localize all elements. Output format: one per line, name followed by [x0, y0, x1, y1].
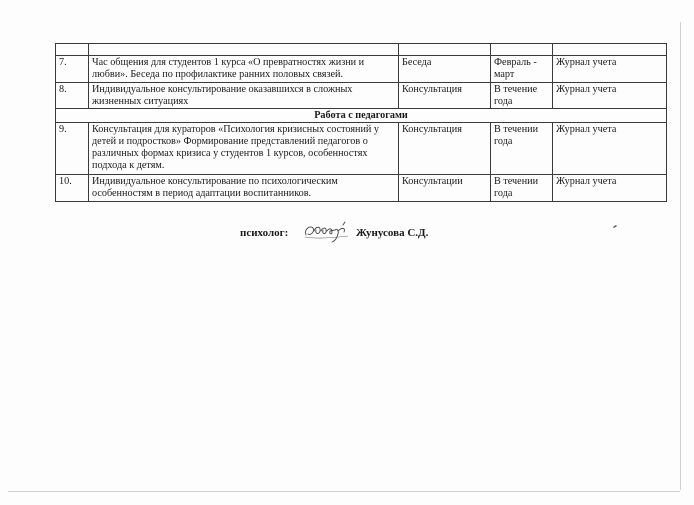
- table-cell: [399, 44, 491, 56]
- row-topic: Консультация для кураторов «Психология кризисных состояний у детей и подростков» Формирование представлений педагогов о различных формах кризиса у студентов 1 курсов, особенностях подхода к детям.: [89, 123, 399, 175]
- row-number: 9.: [56, 123, 89, 175]
- scan-edge-right: [680, 22, 681, 490]
- psychologist-name: Жунусова С.Д.: [356, 227, 429, 239]
- row-term: В течении года: [491, 123, 553, 175]
- table-row: [56, 83, 667, 109]
- row-form: Беседа: [399, 56, 491, 83]
- row-number: 8.: [56, 83, 89, 109]
- table-cell: [89, 44, 399, 56]
- table-cell: [491, 44, 553, 56]
- scan-edge-bottom: [8, 491, 680, 492]
- row-number: 10.: [56, 175, 89, 202]
- row-term: Февраль - март: [491, 56, 553, 83]
- row-journal: Журнал учета: [553, 56, 667, 83]
- table-header-row: [56, 44, 667, 56]
- table-cell: [56, 44, 89, 56]
- scan-speck: [613, 225, 617, 228]
- table-row: [56, 123, 667, 175]
- row-topic: Час общения для студентов 1 курса «О превратностях жизни и любви». Беседа по профилактике ранних половых связей.: [89, 56, 399, 83]
- table-row: [56, 175, 667, 202]
- handwritten-signature-icon: [302, 219, 354, 245]
- row-form: Консультация: [399, 123, 491, 175]
- row-form: Консультации: [399, 175, 491, 202]
- table-row: [56, 56, 667, 83]
- row-journal: Журнал учета: [553, 175, 667, 202]
- row-topic: Индивидуальное консультирование оказавшихся в сложных жизненных ситуациях: [89, 83, 399, 109]
- section-title: Работа с педагогами: [56, 109, 667, 123]
- row-journal: Журнал учета: [553, 83, 667, 109]
- row-topic: Индивидуальное консультирование по психологическим особенностям в период адаптации воспитанников.: [89, 175, 399, 202]
- work-plan-table: [55, 43, 667, 202]
- signature-label: психолог:: [240, 227, 289, 239]
- row-number: 7.: [56, 56, 89, 83]
- section-header-row: [56, 109, 667, 123]
- row-form: Консультация: [399, 83, 491, 109]
- row-journal: Журнал учета: [553, 123, 667, 175]
- table-cell: [553, 44, 667, 56]
- row-term: В течении года: [491, 175, 553, 202]
- row-term: В течение года: [491, 83, 553, 109]
